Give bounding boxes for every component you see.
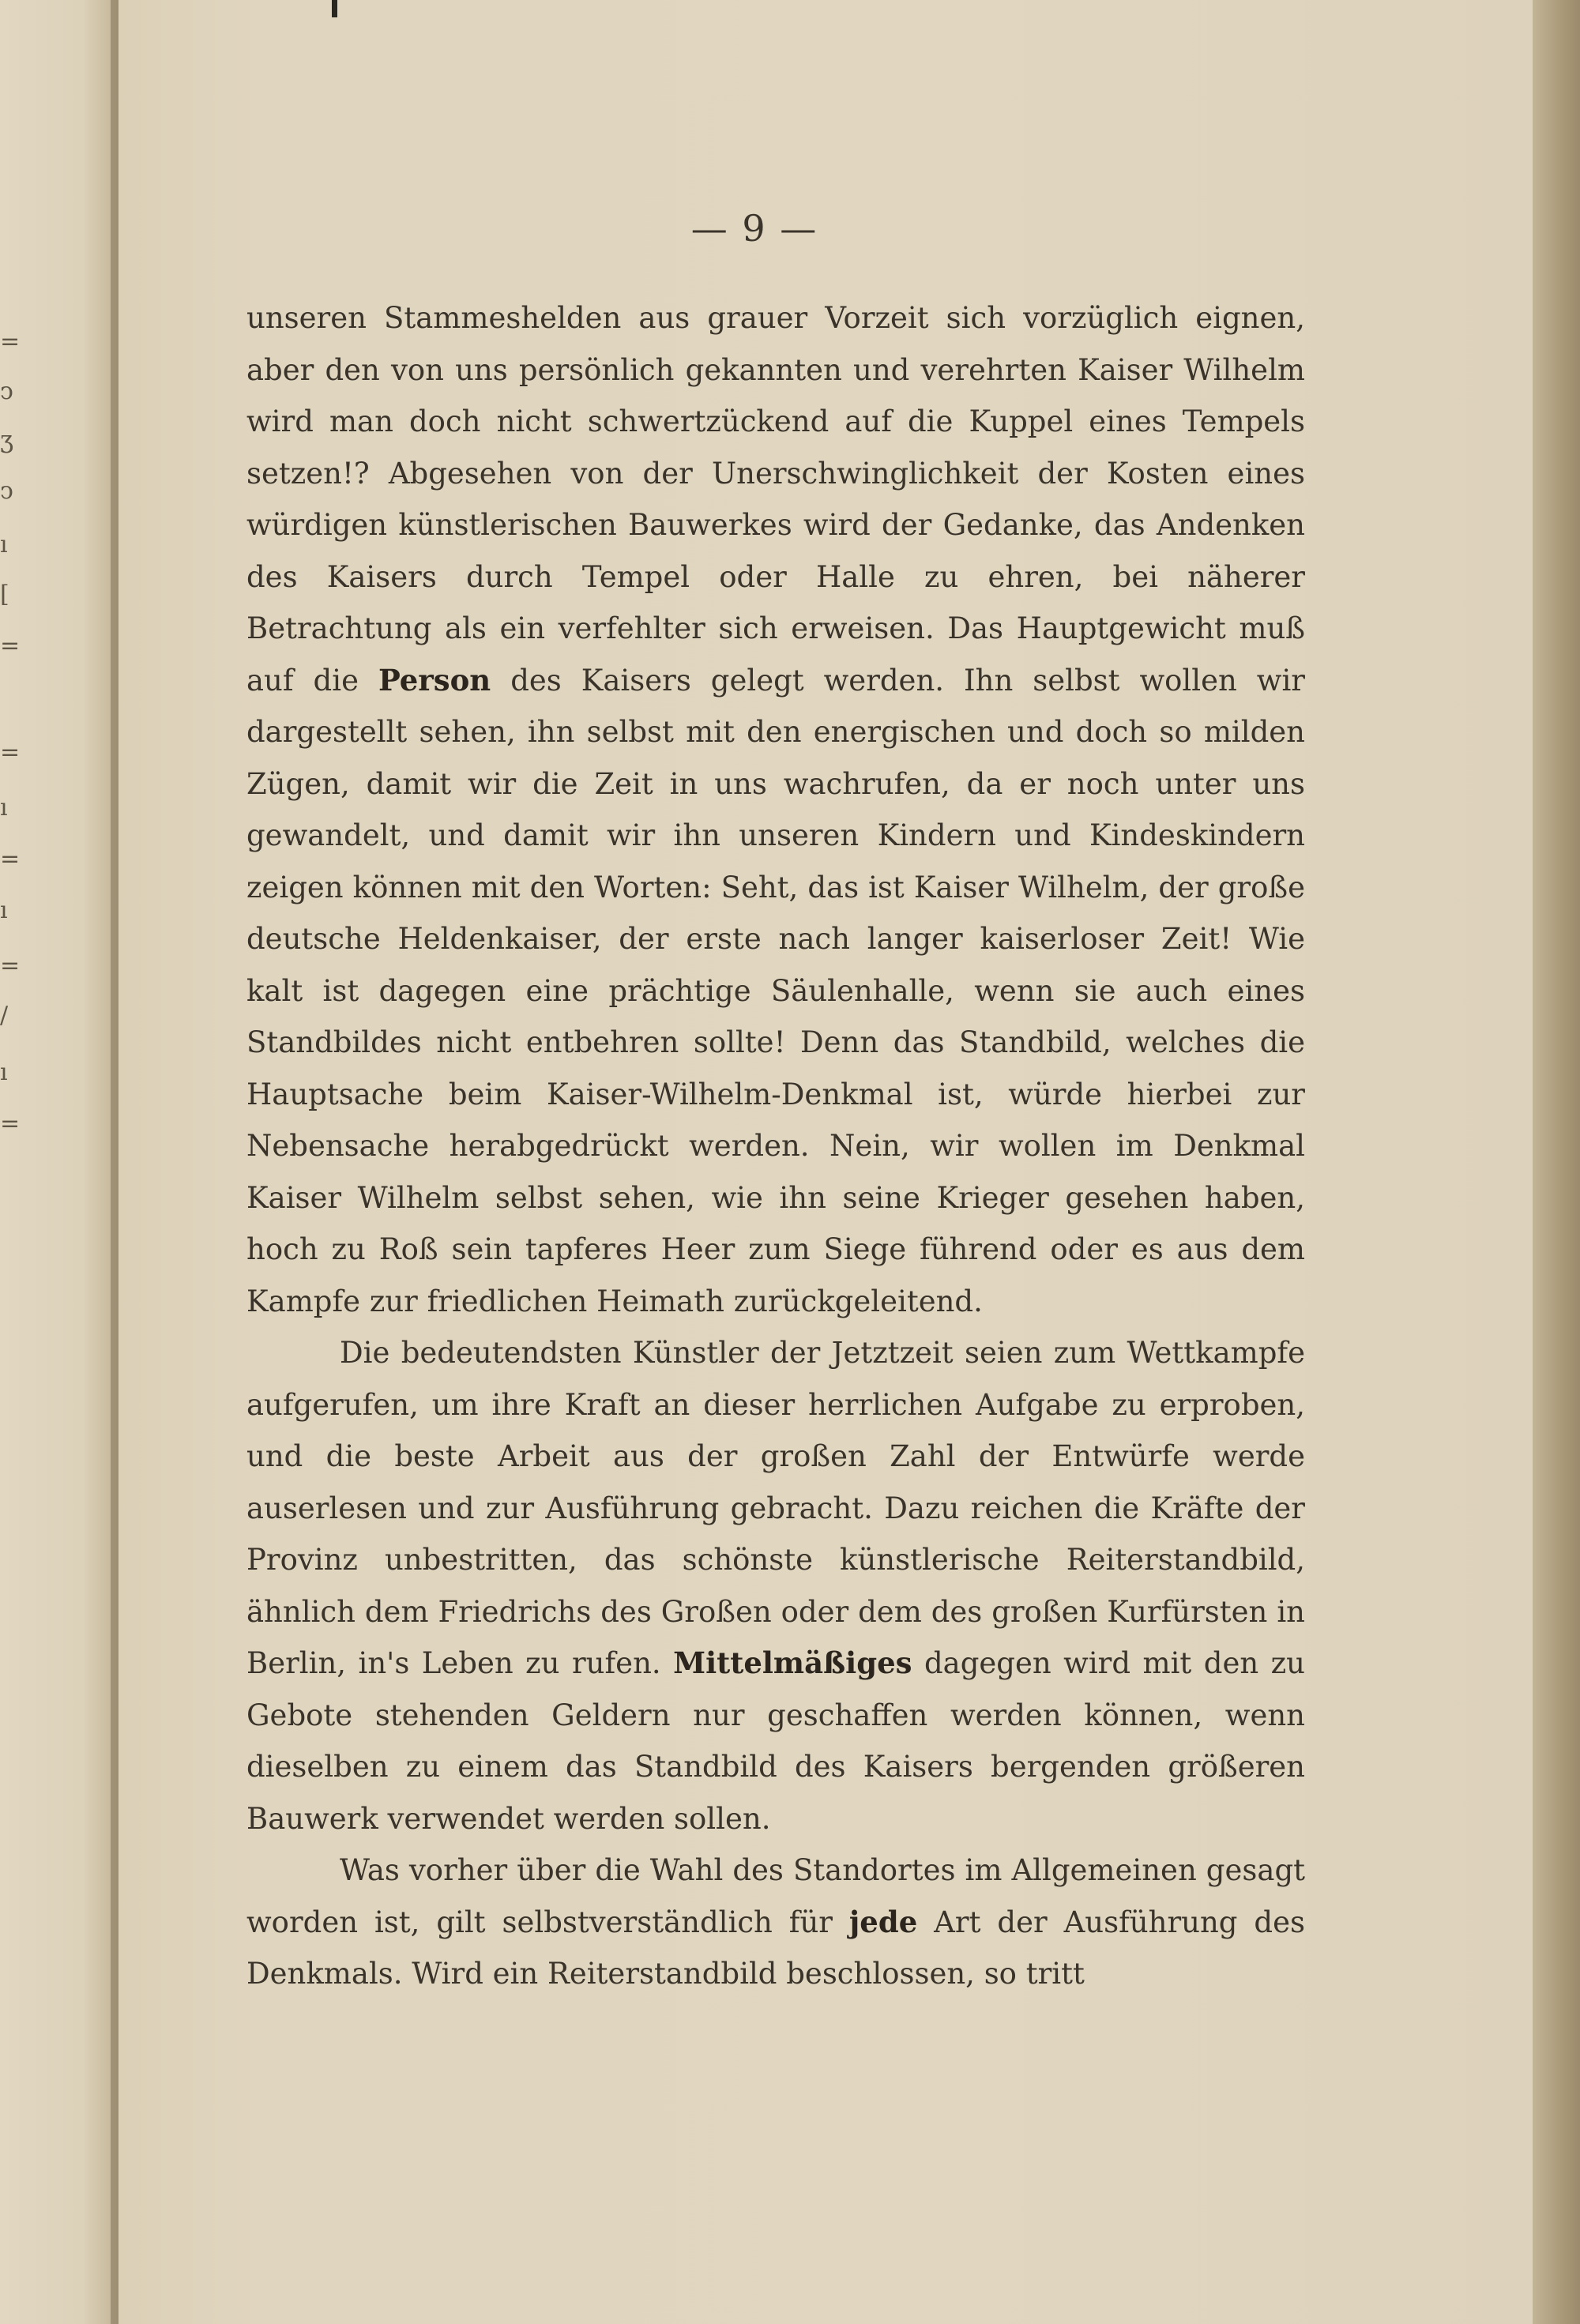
margin-mark: ı <box>0 897 8 924</box>
emphasis-person: Person <box>378 662 491 698</box>
paragraph-2-text: Die bedeutendsten Künstler der Jetztzeit seien zum Wettkampfe aufgerufen, um ihre Kraft an dieser herrlichen Aufgabe zu erproben, und die beste Arbeit aus der großen Zahl der Entwürfe werde auserlesen und zur Ausführung gebracht. Dazu reichen die Kräfte der Provinz unbestritten, das schönste künstlerische Reiterstandbild, ähnlich dem Friedrichs des Großen oder dem des großen Kurfürsten in Berlin, in's Leben zu rufen. <box>246 1336 1305 1680</box>
paragraph-2-text-cont: dagegen wird mit den zu Gebote stehenden Geldern nur geschaffen werden können, wenn dieselben zu einem das Standbild des Kaisers bergenden größeren Bauwerk verwendet werden sollen. <box>246 1646 1305 1836</box>
margin-mark: ı <box>0 531 8 558</box>
margin-mark: = <box>0 1110 21 1138</box>
page-edge-mark <box>332 0 337 17</box>
paragraph-1 <box>246 292 1305 1327</box>
margin-mark: ı <box>0 794 8 822</box>
paragraph-2 <box>246 1327 1305 1845</box>
paragraph-3-text: Was vorher über die Wahl des Standortes im Allgemeinen gesagt worden ist, gilt selbstverständlich für <box>246 1853 1305 1939</box>
paragraph-3-text-cont: Art der Ausführung des Denkmals. Wird ein Reiterstandbild beschlossen, so tritt <box>246 1905 1305 1991</box>
margin-mark: ͻ <box>0 378 13 405</box>
margin-mark: / <box>0 1002 9 1029</box>
margin-mark: ı <box>0 1059 8 1086</box>
margin-mark: = <box>0 952 21 980</box>
margin-mark: ʒ <box>0 427 13 454</box>
margin-mark: = <box>0 739 21 766</box>
paragraph-1-text: unseren Stammeshelden aus grauer Vorzeit sich vorzüglich eignen, aber den von uns persönlich gekannten und verehrten Kaiser Wilhelm wird man doch nicht schwertzückend auf die Kuppel eines Tempels setzen!? Abgesehen von der Unerschwinglichkeit der Kosten eines würdigen künstlerischen Bauwerkes wird der Gedanke, das Andenken des Kaisers durch Tempel oder Halle zu ehren, bei näherer Betrachtung als ein verfehlter sich erweisen. Das Hauptgewicht muß auf die <box>246 301 1305 698</box>
margin-mark: = <box>0 845 21 873</box>
emphasis-jede: jede <box>848 1904 918 1939</box>
margin-mark: = <box>0 328 21 355</box>
paragraph-3 <box>246 1845 1305 2000</box>
page-right-edge <box>1533 0 1580 2324</box>
paragraph-1-text-cont: des Kaisers gelegt werden. Ihn selbst wollen wir dargestellt sehen, ihn selbst mit den energischen und doch so milden Zügen, damit wir die Zeit in uns wachrufen, da er noch unter uns gewandelt, und damit wir ihn unseren Kindern und Kindeskindern zeigen können mit den Worten: Seht, das ist Kaiser Wilhelm, der große deutsche Heldenkaiser, der erste nach langer kaiserloser Zeit! Wie kalt ist dagegen eine prächtige Säulenhalle, wenn sie auch eines Standbildes nicht entbehren sollte! Denn das Standbild, welches die Hauptsache beim Kaiser-Wilhelm-Denkmal ist, würde hierbei zur Nebensache herabgedrückt werden. Nein, wir wollen im Denkmal Kaiser Wilhelm selbst sehen, wie ihn seine Krieger gesehen haben, hoch zu Roß sein tapferes Heer zum Siege führend oder es aus dem Kampfe zur friedlichen Heimath zurückgeleitend. <box>246 663 1305 1318</box>
margin-mark: [ <box>0 581 9 608</box>
emphasis-mittelmaessiges: Mittelmäßiges <box>673 1645 912 1680</box>
body-text <box>246 292 1305 2000</box>
page-number: — 9 — <box>690 207 818 250</box>
margin-mark: ͻ <box>0 477 13 505</box>
margin-mark: = <box>0 632 21 660</box>
facing-page-edge <box>0 0 118 2324</box>
